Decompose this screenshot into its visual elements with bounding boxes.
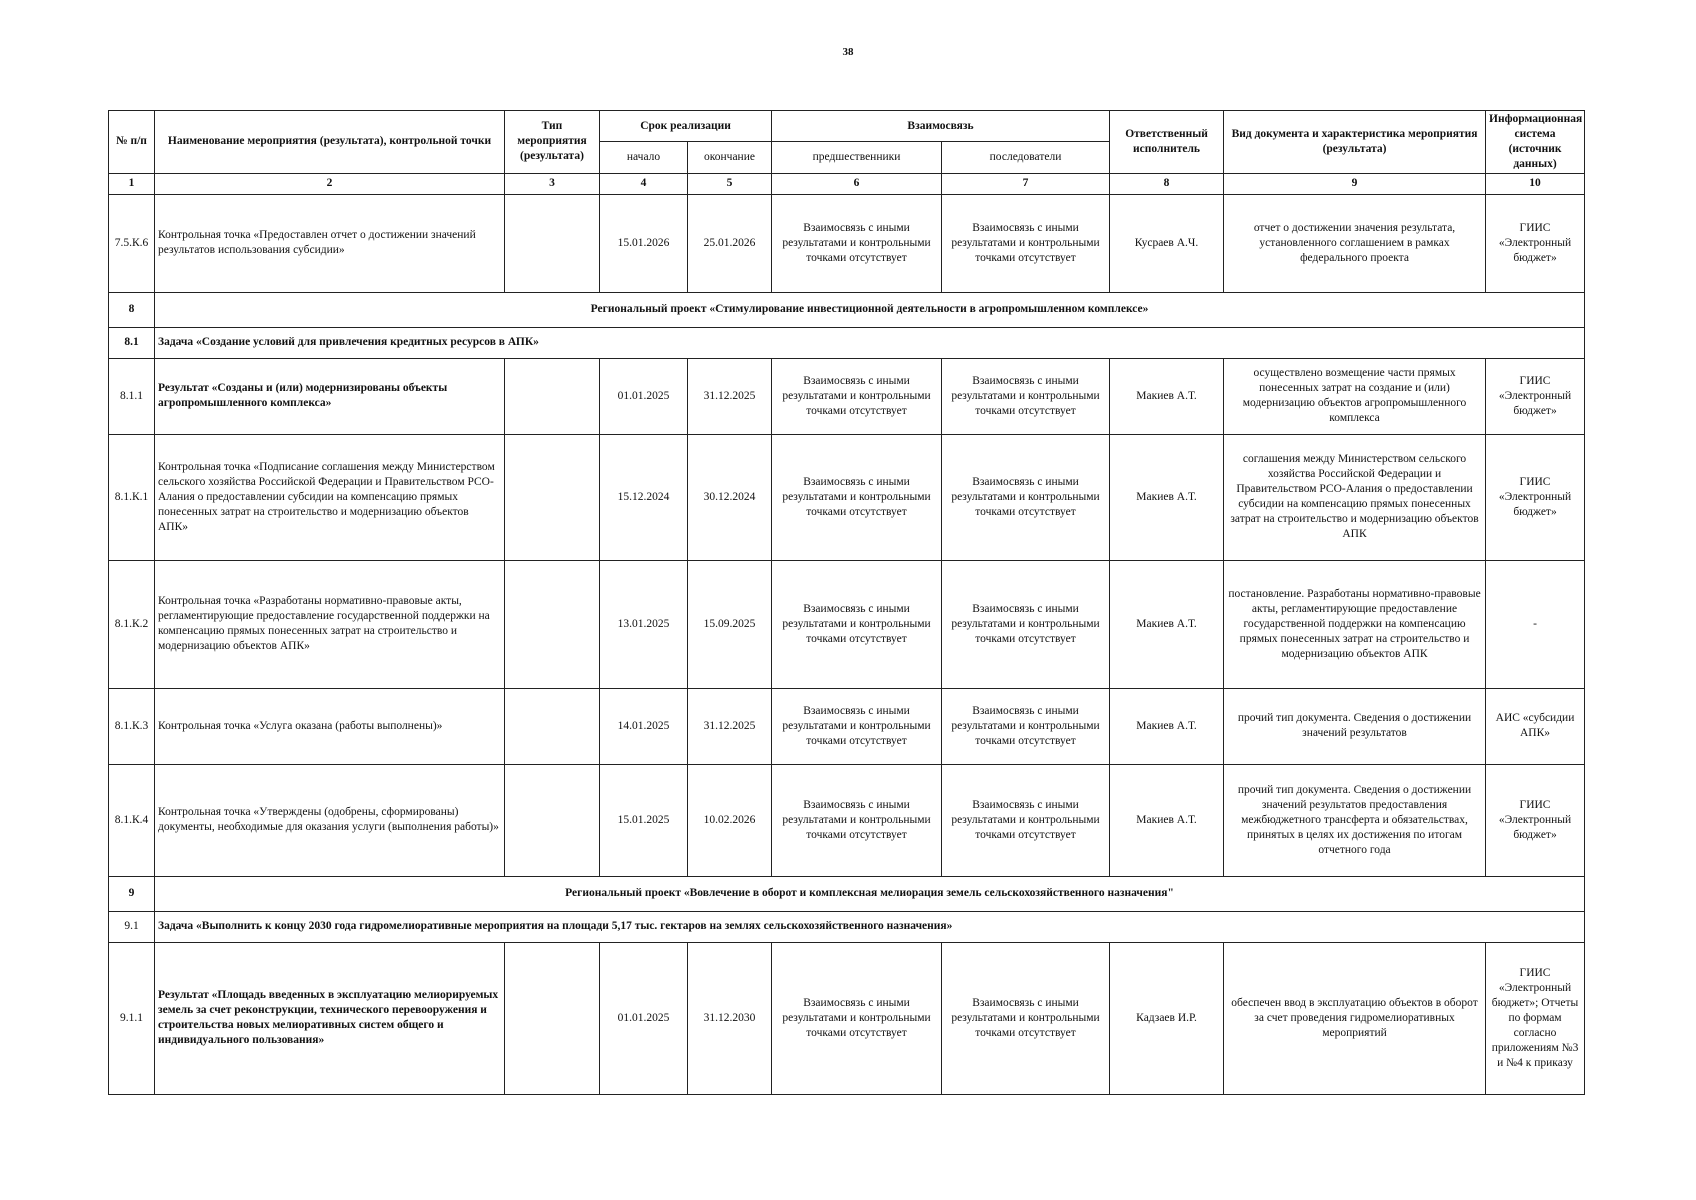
header-type: Тип мероприятия (результата) — [505, 111, 600, 174]
row-succ: Взаимосвязь с иными результатами и контрольными точками отсутствует — [942, 194, 1110, 292]
row-name: Результат «Созданы и (или) модернизированы объекты агропромышленного комплекса» — [155, 358, 505, 434]
col-number: 10 — [1486, 173, 1585, 194]
row-num: 8.1.К.3 — [109, 688, 155, 764]
column-numbers-row — [109, 173, 1585, 194]
header-pred: предшественники — [772, 142, 942, 173]
row-end: 31.12.2025 — [688, 688, 772, 764]
col-number: 8 — [1110, 173, 1224, 194]
col-number: 5 — [688, 173, 772, 194]
row-name: Контрольная точка «Услуга оказана (работы выполнены)» — [155, 688, 505, 764]
page-number: 38 — [842, 46, 854, 58]
row-end: 31.12.2025 — [688, 358, 772, 434]
row-end: 31.12.2030 — [688, 942, 772, 1094]
row-resp: Макиев А.Т. — [1110, 434, 1224, 560]
row-pred: Взаимосвязь с иными результатами и контрольными точками отсутствует — [772, 942, 942, 1094]
row-type — [505, 764, 600, 876]
row-end: 10.02.2026 — [688, 764, 772, 876]
row-start: 01.01.2025 — [600, 358, 688, 434]
row-name: Контрольная точка «Подписание соглашения между Министерством сельского хозяйства Российской Федерации и Правительством РСО-Алания о предоставлении субсидии на компенсацию прямых понесенных затрат на строительство и модернизацию объектов АПК» — [155, 434, 505, 560]
row-resp: Макиев А.Т. — [1110, 688, 1224, 764]
row-type — [505, 560, 600, 688]
row-info: ГИИС «Электронный бюджет» — [1486, 194, 1585, 292]
row-type — [505, 942, 600, 1094]
row-name: Контрольная точка «Предоставлен отчет о достижении значений результатов использования субсидии» — [155, 194, 505, 292]
col-number: 9 — [1224, 173, 1486, 194]
header-end: окончание — [688, 142, 772, 173]
row-end: 25.01.2026 — [688, 194, 772, 292]
project-title: Региональный проект «Вовлечение в оборот и комплексная мелиорация земель сельскохозяйственного назначения" — [155, 876, 1585, 911]
col-number: 1 — [109, 173, 155, 194]
row-name: Контрольная точка «Утверждены (одобрены, сформированы) документы, необходимые для оказания услуги (выполнения работы)» — [155, 764, 505, 876]
row-info: ГИИС «Электронный бюджет»; Отчеты по формам согласно приложениям №3 и №4 к приказу — [1486, 942, 1585, 1094]
row-num: 8.1.К.4 — [109, 764, 155, 876]
row-resp: Макиев А.Т. — [1110, 764, 1224, 876]
col-number: 4 — [600, 173, 688, 194]
row-succ: Взаимосвязь с иными результатами и контрольными точками отсутствует — [942, 942, 1110, 1094]
row-pred: Взаимосвязь с иными результатами и контрольными точками отсутствует — [772, 560, 942, 688]
header-start: начало — [600, 142, 688, 173]
header-resp: Ответственный исполнитель — [1110, 111, 1224, 174]
row-name: Результат «Площадь введенных в эксплуатацию мелиорируемых земель за счет реконструкции, технического перевооружения и строительства новых мелиоративных систем общего и индивидуального пользования» — [155, 942, 505, 1094]
row-doc: осуществлено возмещение части прямых понесенных затрат на создание и (или) модернизацию объектов агропромышленного комплекса — [1224, 358, 1486, 434]
table-row — [109, 194, 1585, 292]
table-row — [109, 560, 1585, 688]
header-num: № п/п — [109, 111, 155, 174]
header-succ: последователи — [942, 142, 1110, 173]
row-name: Контрольная точка «Разработаны нормативно-правовые акты, регламентирующие предоставление государственной поддержки на компенсацию прямых понесенных затрат на строительство и модернизацию объектов АПК» — [155, 560, 505, 688]
row-pred: Взаимосвязь с иными результатами и контрольными точками отсутствует — [772, 434, 942, 560]
project-row — [109, 292, 1585, 327]
row-resp: Макиев А.Т. — [1110, 358, 1224, 434]
row-num: 8.1.1 — [109, 358, 155, 434]
row-end: 15.09.2025 — [688, 560, 772, 688]
row-pred: Взаимосвязь с иными результатами и контрольными точками отсутствует — [772, 194, 942, 292]
project-title: Региональный проект «Стимулирование инвестиционной деятельности в агропромышленном комплексе» — [155, 292, 1585, 327]
header-info: Информационная система (источник данных) — [1486, 111, 1585, 174]
row-info: ГИИС «Электронный бюджет» — [1486, 358, 1585, 434]
row-succ: Взаимосвязь с иными результатами и контрольными точками отсутствует — [942, 688, 1110, 764]
row-info: ГИИС «Электронный бюджет» — [1486, 434, 1585, 560]
row-succ: Взаимосвязь с иными результатами и контрольными точками отсутствует — [942, 764, 1110, 876]
row-end: 30.12.2024 — [688, 434, 772, 560]
project-num: 8 — [109, 292, 155, 327]
col-number: 6 — [772, 173, 942, 194]
task-row — [109, 327, 1585, 358]
header-doc: Вид документа и характеристика мероприятия (результата) — [1224, 111, 1486, 174]
row-type — [505, 194, 600, 292]
row-num: 7.5.К.6 — [109, 194, 155, 292]
table-row — [109, 942, 1585, 1094]
table-row — [109, 688, 1585, 764]
task-title: Задача «Выполнить к концу 2030 года гидромелиоративные мероприятия на площади 5,17 тыс. гектаров на землях сельскохозяйственного назначения» — [155, 911, 1585, 942]
row-pred: Взаимосвязь с иными результатами и контрольными точками отсутствует — [772, 688, 942, 764]
row-start: 14.01.2025 — [600, 688, 688, 764]
table-row — [109, 764, 1585, 876]
table-row — [109, 434, 1585, 560]
col-number: 7 — [942, 173, 1110, 194]
row-resp: Макиев А.Т. — [1110, 560, 1224, 688]
row-num: 8.1.К.2 — [109, 560, 155, 688]
header-period: Срок реализации — [600, 111, 772, 142]
row-doc: постановление. Разработаны нормативно-правовые акты, регламентирующие предоставление государственной поддержки на компенсацию прямых понесенных затрат на строительство и модернизацию объектов АПК — [1224, 560, 1486, 688]
project-num: 9 — [109, 876, 155, 911]
task-row — [109, 911, 1585, 942]
task-num: 9.1 — [109, 911, 155, 942]
row-start: 13.01.2025 — [600, 560, 688, 688]
row-info: АИС «субсидии АПК» — [1486, 688, 1585, 764]
row-pred: Взаимосвязь с иными результатами и контрольными точками отсутствует — [772, 358, 942, 434]
row-num: 8.1.К.1 — [109, 434, 155, 560]
row-doc: отчет о достижении значения результата, установленного соглашением в рамках федерального проекта — [1224, 194, 1486, 292]
row-type — [505, 688, 600, 764]
row-type — [505, 358, 600, 434]
row-info: ГИИС «Электронный бюджет» — [1486, 764, 1585, 876]
col-number: 2 — [155, 173, 505, 194]
row-doc: прочий тип документа. Сведения о достижении значений результатов предоставления межбюджетного трансферта и обязательствах, принятых в целях их достижения по итогам отчетного года — [1224, 764, 1486, 876]
row-doc: прочий тип документа. Сведения о достижении значений результатов — [1224, 688, 1486, 764]
row-start: 15.01.2025 — [600, 764, 688, 876]
row-pred: Взаимосвязь с иными результатами и контрольными точками отсутствует — [772, 764, 942, 876]
plan-table — [108, 110, 1585, 1095]
row-start: 15.01.2026 — [600, 194, 688, 292]
row-succ: Взаимосвязь с иными результатами и контрольными точками отсутствует — [942, 434, 1110, 560]
task-num: 8.1 — [109, 327, 155, 358]
header-name: Наименование мероприятия (результата), контрольной точки — [155, 111, 505, 174]
row-start: 01.01.2025 — [600, 942, 688, 1094]
project-row — [109, 876, 1585, 911]
row-succ: Взаимосвязь с иными результатами и контрольными точками отсутствует — [942, 560, 1110, 688]
row-succ: Взаимосвязь с иными результатами и контрольными точками отсутствует — [942, 358, 1110, 434]
row-doc: обеспечен ввод в эксплуатацию объектов в оборот за счет проведения гидромелиоративных мероприятий — [1224, 942, 1486, 1094]
col-number: 3 — [505, 173, 600, 194]
table-row — [109, 358, 1585, 434]
header-link: Взаимосвязь — [772, 111, 1110, 142]
row-doc: соглашения между Министерством сельского хозяйства Российской Федерации и Правительством РСО-Алания о предоставлении субсидии на компенсацию прямых понесенных затрат на строительство и модернизацию объектов АПК — [1224, 434, 1486, 560]
row-type — [505, 434, 600, 560]
row-start: 15.12.2024 — [600, 434, 688, 560]
task-title: Задача «Создание условий для привлечения кредитных ресурсов в АПК» — [155, 327, 1585, 358]
row-info: - — [1486, 560, 1585, 688]
row-resp: Кусраев А.Ч. — [1110, 194, 1224, 292]
row-num: 9.1.1 — [109, 942, 155, 1094]
row-resp: Кадзаев И.Р. — [1110, 942, 1224, 1094]
